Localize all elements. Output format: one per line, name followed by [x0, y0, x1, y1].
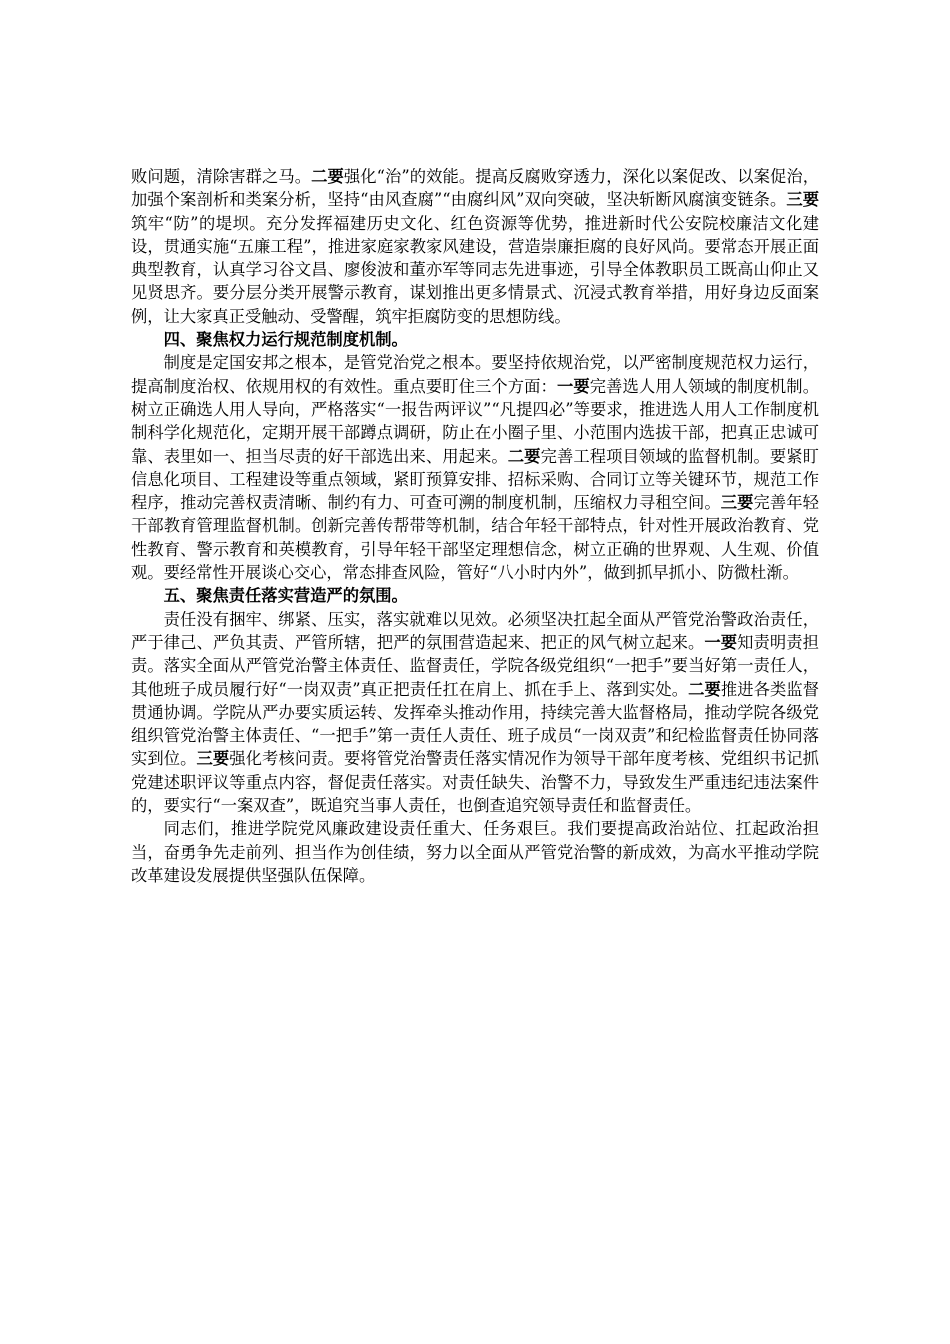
text-run: 完善选人用人领域的制度机制。树立正确选人用人导向，严格落实“一报告两评议”“凡提四必”等要求，推进选人用人工作制度机制科学化规范化，定期开展干部蹲点调研，防止在小圈子里、小范围内选拔干部，把真正忠诚可靠、表里如一、担当尽责的好干部选出来、用起来。: [131, 376, 819, 466]
paragraph-closing: [131, 817, 819, 887]
text-run: 败问题，清除害群之马。: [131, 167, 312, 186]
paragraph-responsibility: [131, 608, 819, 818]
text-run: 筑牢“防”的堤坝。充分发挥福建历史文化、红色资源等优势，推进新时代公安院校廉洁文化建设，贯通实施“五廉工程”，推进家庭家教家风建设，营造崇廉拒腐的良好风尚。要常态开展正面典型教育，认真学习谷文昌、廖俊波和董亦军等同志先进事迹，引导全体教职员工既高山仰止又见贤思齐。要分层分类开展警示教育，谋划推出更多情景式、沉浸式教育举措，用好身边反面案例，让大家真正受触动、受警醒，筑牢拒腐防变的思想防线。: [131, 213, 819, 326]
emphasis-label: 三要: [786, 190, 819, 210]
section-heading-5: 五、聚焦责任落实营造严的氛围。: [163, 586, 408, 606]
document-body: [131, 165, 819, 887]
text-run: 同志们，推进学院党风廉政建设责任重大、任务艰巨。我们要提高政治站位、扛起政治担当，奋勇争先走前列、担当作为创佳绩，努力以全面从严管党治警的新成效，为高水平推动学院改革建设发展提供坚强队伍保障。: [131, 819, 819, 885]
emphasis-label: 三要: [720, 493, 754, 513]
section-heading-4: 四、聚焦权力运行规范制度机制。: [163, 330, 408, 350]
text-run: 知责明责担责。落实全面从严管党治警主体责任、监督责任，学院各级党组织“一把手”要当好第一责任人，其他班子成员履行好“一岗双责”真正把责任扛在肩上、抓在手上、落到实处。: [131, 632, 819, 699]
emphasis-label: 二要: [507, 446, 541, 466]
text-run: 制度是定国安邦之根本，是管党治党之根本。要坚持依规治党，以严密制度规范权力运行，提高制度治权、依规用权的有效性。重点要盯住三个方面：: [131, 353, 819, 396]
text-run: 推进各类监督贯通协调。学院从严办要实质运转、发挥牵头推动作用，持续完善大监督格局，推动学院各级党组织管党治警主体责任、“一把手”第一责任人责任、班子成员“一岗双责”和纪检监督责任协同落实到位。: [131, 679, 819, 769]
emphasis-label: 三要: [196, 749, 230, 769]
text-run: 强化考核问责。要将管党治警责任落实情况作为领导干部年度考核、党组织书记抓党建述职评议等重点内容，督促责任落实。对责任缺失、治警不力，导致发生严重违纪违法案件的，要实行“一案双查”，既追究当事人责任，也倒查追究领导责任和监督责任。: [131, 749, 819, 816]
emphasis-label: 二要: [688, 679, 721, 699]
text-run: 完善工程项目领域的监督机制。要紧盯信息化项目、工程建设等重点领域，紧盯预算安排、招标采购、合同订立等关键环节，规范工作程序，推动完善权责清晰、制约有力、可查可溯的制度机制，压缩权力寻租空间。: [131, 446, 819, 513]
emphasis-label: 一要: [704, 632, 738, 652]
text-run: 完善年轻干部教育管理监督机制。创新完善传帮带等机制，结合年轻干部特点，针对性开展政治教育、党性教育、警示教育和英模教育，引导年轻干部坚定理想信念，树立正确的世界观、人生观、价值观。要经常性开展谈心交心，常态排查风险，管好“八小时内外”，做到抓早抓小、防微杜渐。: [131, 493, 819, 583]
text-run: 责任没有捆牢、绑紧、压实，落实就难以见效。必须坚决扛起全面从严管党治警政治责任，严于律己、严负其责、严管所辖，把严的氛围营造起来、把正的风气树立起来。: [131, 609, 819, 652]
emphasis-label: 一要: [556, 376, 590, 396]
paragraph-power-regulation: [131, 351, 819, 584]
emphasis-label: 二要: [311, 167, 344, 186]
paragraph-anticorruption-cont: [131, 165, 819, 328]
text-run: 强化“治”的效能。提高反腐败穿透力，深化以案促改、以案促治，加强个案剖析和类案分析，坚持“由风查腐”“由腐纠风”双向突破，坚决斩断风腐演变链条。: [131, 167, 819, 210]
